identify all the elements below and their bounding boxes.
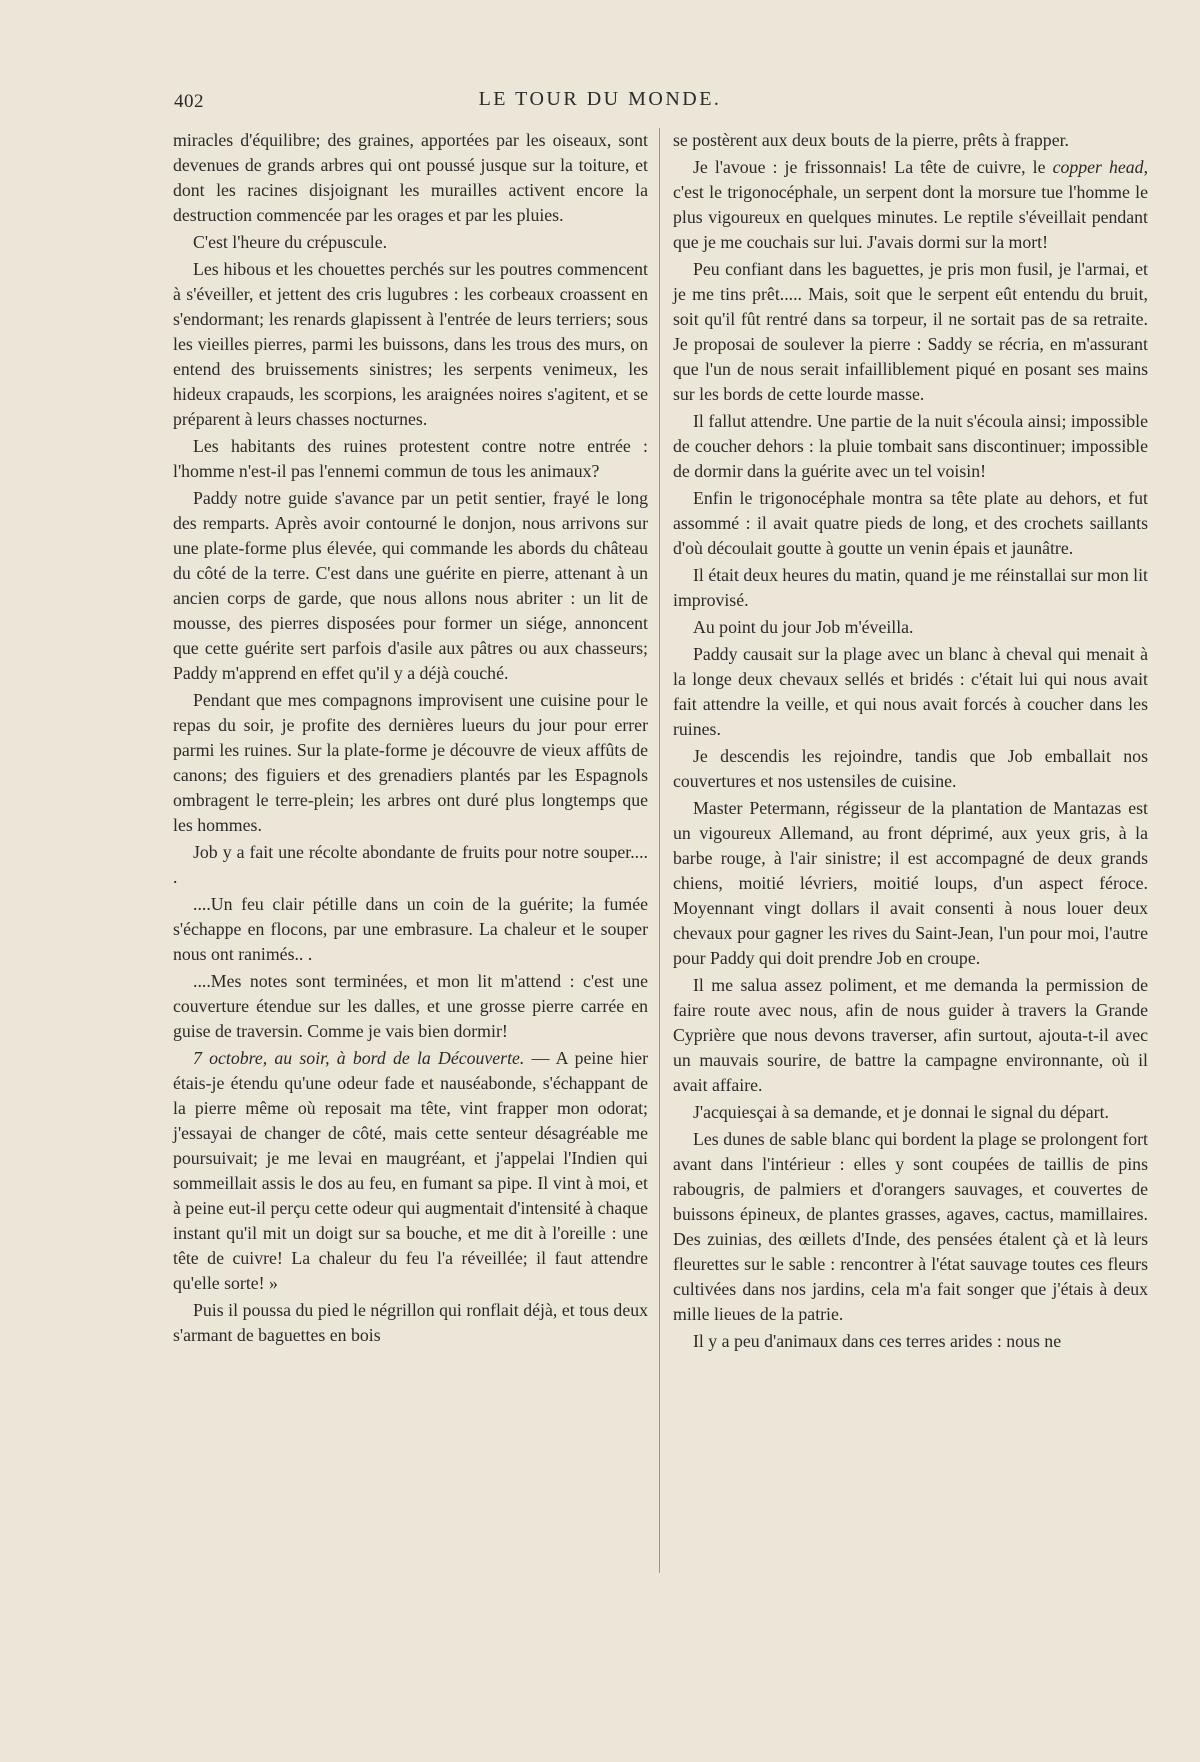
paragraph: Pendant que mes compagnons improvisent une cuisine pour le repas du soir, je profite des dernières lueurs du jour pour errer parmi les ruines. Sur la plate-forme je découvre de vieux affûts de canons; des figuiers et des grenadiers plantés par les Espagnols ombragent le terre-plein; les arbres ont duré plus longtemps que les hommes. — [173, 690, 648, 835]
paragraph: ....Un feu clair pétille dans un coin de la guérite; la fumée s'échappe en flocons, par une embrasure. La chaleur et le souper nous ont ranimés.. . — [173, 894, 648, 964]
dated-entry-paragraph — [173, 1046, 648, 1296]
paragraph: Puis il poussa du pied le négrillon qui ronflait déjà, et tous deux s'armant de baguettes en bois — [173, 1300, 648, 1345]
paragraph: C'est l'heure du crépuscule. — [193, 232, 388, 252]
paragraph: Les habitants des ruines protestent contre notre entrée : l'homme n'est-il pas l'ennemi commun de tous les animaux? — [173, 436, 648, 481]
paragraph: Il fallut attendre. Une partie de la nuit s'écoula ainsi; impossible de coucher dehors : la pluie tombait sans discontinuer; impossible de dormir dans la guérite avec un tel voisin! — [673, 411, 1148, 481]
paragraph: Master Petermann, régisseur de la plantation de Mantazas est un vigoureux Allemand, au front déprimé, aux yeux gris, à la barbe rouge, à l'air sinistre; il est accompagné de deux grands chiens, moitié lévriers, moitié loups, d'un aspect féroce. Moyennant vingt dollars il avait consenti à nous louer deux chevaux pour gagner les rives du Saint-Jean, l'un pour moi, l'autre pour Paddy qui doit prendre Job en croupe. — [673, 798, 1148, 968]
paragraph: Au point du jour Job m'éveilla. — [693, 617, 914, 637]
paragraph: Peu confiant dans les baguettes, je pris mon fusil, je l'armai, et je me tins prêt..... Mais, soit que le serpent eût entendu du bruit, soit qu'il fût rentré dans sa torpeur, il ne sortait pas de sa retraite. Je proposai de soulever la pierre : Saddy se récria, en m'assurant que l'un de nous serait infailliblement piqué en posant ses mains sur les bords de cette lourde masse. — [673, 259, 1148, 404]
paragraph: Les dunes de sable blanc qui bordent la plage se prolongent fort avant dans l'intérieur : elles y sont coupées de taillis de pins rabougris, de palmiers et d'orangers sauvages, et couvertes de buissons épineux, de plantes grasses, agaves, cactus, mamillaires. Des zuinias, des œillets d'Inde, des pensées étalent çà et là leurs fleurettes sur le sable : rencontrer à l'état sauvage toutes ces fleurs cultivées dans nos jardins, cela m'a fait songer que j'étais à deux mille lieues de la patrie. — [673, 1129, 1148, 1324]
paragraph: se postèrent aux deux bouts de la pierre, prêts à frapper. — [673, 130, 1069, 150]
column-divider — [659, 128, 660, 1573]
paragraph: Je descendis les rejoindre, tandis que Job emballait nos couvertures et nos ustensiles de cuisine. — [673, 746, 1148, 791]
page-number: 402 — [174, 91, 204, 112]
italic-term: copper head — [1052, 157, 1144, 177]
paragraph: miracles d'équilibre; des graines, apportées par les oiseaux, sont devenues de grands arbres qui ont poussé jusque sur la toiture, et dont les racines disjoignant les murailles activent encore la destruction commencée par les orages et par les pluies. — [173, 130, 648, 225]
text-run: Je l'avoue : je frissonnais! La tête de cuivre, le — [693, 157, 1053, 177]
text-run: , c'est le trigonocéphale, un serpent dont la morsure tue l'homme le plus vigoureux en quelques minutes. Le reptile s'éveillait pendant que je me couchais sur lui. J'avais dormi sur la mort! — [673, 157, 1149, 252]
entry-text: — A peine hier étais-je étendu qu'une odeur fade et nauséabonde, s'échappant de la pierre même où reposait ma tête, vint frapper mon odorat; j'essayai de changer de côté, mais cette senteur désagréable me poursuivait; je me levai en maugréant, et j'appelai l'Indien qui sommeillait assis le dos au feu, en fumant sa pipe. Il vint à moi, et à peine eut-il perçu cette odeur qui augmentait d'intensité à chaque instant qu'il mit un doigt sur sa bouche, et me dit à l'oreille : une tête de cuivre! La chaleur du feu l'a réveillée; il faut attendre qu'elle sorte! » — [173, 1048, 648, 1293]
paragraph: Enfin le trigonocéphale montra sa tête plate au dehors, et fut assommé : il avait quatre pieds de long, et des crochets saillants d'où découlait goutte à goutte un venin épais et jaunâtre. — [673, 488, 1148, 558]
paragraph: J'acquiesçai à sa demande, et je donnai le signal du départ. — [693, 1102, 1109, 1122]
paragraph: Il me salua assez poliment, et me demanda la permission de faire route avec nous, afin de nous guider à travers la Grande Cyprière que nous devons traverser, afin surtout, ajouta-t-il avec un mauvais sourire, de battre la campagne environnante, où il avait affaire. — [673, 975, 1148, 1095]
paragraph: Paddy causait sur la plage avec un blanc à cheval qui menait à la longe deux chevaux sellés et bridés : c'était lui qui nous avait fait attendre la veille, et qui nous avait forcés à coucher dans les ruines. — [673, 644, 1148, 739]
paragraph: ....Mes notes sont terminées, et mon lit m'attend : c'est une couverture étendue sur les dalles, et une grosse pierre carrée en guise de traversin. Comme je vais bien dormir! — [173, 971, 648, 1041]
paragraph — [673, 155, 1148, 255]
paragraph: Les hibous et les chouettes perchés sur les poutres commencent à s'éveiller, et jettent des cris lugubres : les corbeaux croassent en s'endormant; les renards glapissent à l'entrée de leurs terriers; sous les vieilles pierres, parmi les buissons, dans les trous des murs, on entend des bruissements sinistres; les serpents venimeux, les hideux crapauds, les scorpions, les araignées noires s'agitent, et se préparent à leurs chasses nocturnes. — [173, 259, 648, 429]
paragraph: Paddy notre guide s'avance par un petit sentier, frayé le long des remparts. Après avoir contourné le donjon, nous arrivons sur une plate-forme plus élevée, qui commande les abords du château du côté de la terre. C'est dans une guérite en pierre, attenant à un ancien corps de garde, que nous allons nous abriter : un lit de mousse, des pierres disposées pour former un siége, annoncent que cette guérite sert parfois d'asile aux pâtres ou aux chasseurs; Paddy m'apprend en effet qu'il y a déjà couché. — [173, 488, 648, 683]
right-column — [673, 128, 1148, 1356]
paragraph: Il y a peu d'animaux dans ces terres arides : nous ne — [693, 1331, 1062, 1351]
left-column — [173, 128, 648, 1350]
paragraph: Job y a fait une récolte abondante de fruits pour notre souper.... . — [173, 842, 648, 887]
paragraph: Il était deux heures du matin, quand je me réinstallai sur mon lit improvisé. — [673, 565, 1148, 610]
running-title: LE TOUR DU MONDE. — [478, 88, 722, 110]
entry-date: 7 octobre, au soir, à bord de la Découverte. — [193, 1048, 525, 1068]
